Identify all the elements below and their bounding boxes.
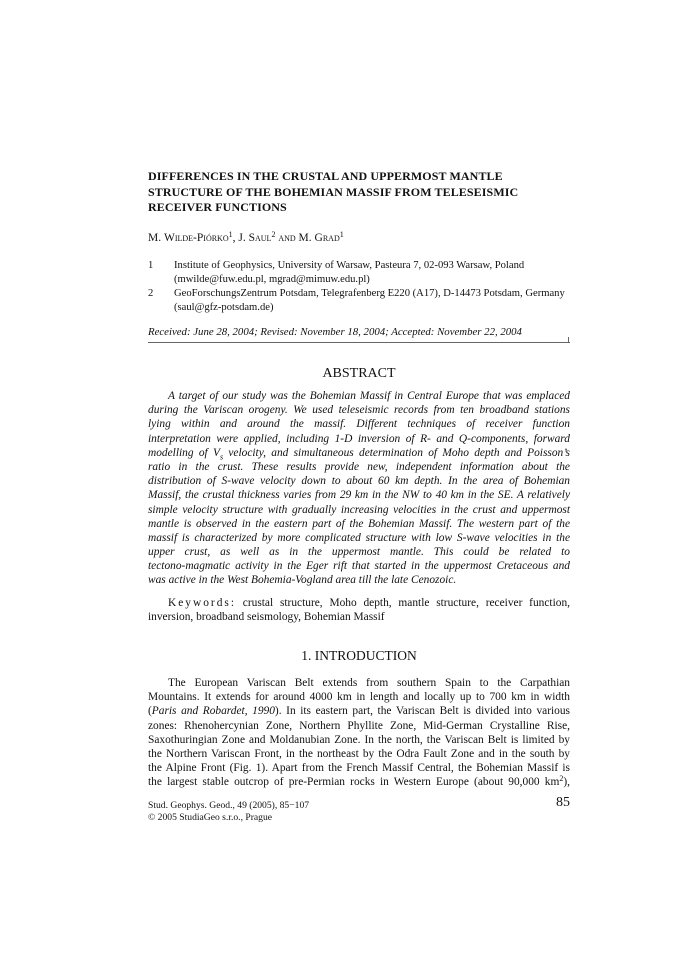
body-fragment: ), <box>563 776 570 789</box>
affiliation-text <box>174 259 584 287</box>
affiliation-line: Institute of Geophysics, University of Warsaw, Pasteura 7, 02-093 Warsaw, Poland <box>174 260 525 271</box>
journal-citation: Stud. Geophys. Geod., 49 (2005), 85−107 <box>148 800 310 811</box>
body-fragment: ( <box>148 705 152 718</box>
header-rule-tick <box>568 337 569 342</box>
abstract-line: distribution of S-wave velocity down to about 60 km depth. In the area of Bohemian <box>148 475 570 488</box>
received-dates: Received: June 28, 2004; Revised: November 18, 2004; Accepted: November 22, 2004 <box>148 326 522 338</box>
affiliation-text <box>174 287 584 315</box>
abstract-text <box>148 389 570 588</box>
header-rule <box>148 342 570 343</box>
abstract-line: ratio in the crust. These results provide new, independent information about the <box>148 460 570 473</box>
keywords-line <box>148 596 570 610</box>
abstract-line: lying within and around the massif. Different techniques of receiver function <box>148 418 570 431</box>
affiliation-mark: 2 <box>271 230 276 239</box>
body-line: the Northern Variscan Front, in the northeast by the Odra Fault Zone and in the south by <box>148 747 570 760</box>
abstract-line: Massif, the crustal thickness varies from 29 km in the NW to 40 km in the SE. A relatively <box>148 489 570 502</box>
body-line: zones: Rhenohercynian Zone, Northern Phyllite Zone, Mid-German Crystalline Rise, <box>148 719 570 732</box>
subscript-s: s <box>219 452 224 462</box>
author-initial: M. <box>298 232 315 244</box>
keywords <box>148 596 570 624</box>
abstract-line: tectono-magmatic activity in the Eger rift that started in the uppermost Cretaceous and <box>148 560 570 573</box>
author-separator: , J. <box>232 232 249 244</box>
abstract-line: during the Variscan orogeny. We used teleseismic records from ten broadband stations <box>148 404 570 417</box>
citation: Paris and Robardet, 1990 <box>151 705 275 718</box>
affiliation-number: 2 <box>148 288 154 299</box>
affiliation-email: (saul@gfz-potsdam.de) <box>174 302 274 313</box>
page-number: 85 <box>556 795 570 810</box>
abstract-heading: ABSTRACT <box>322 366 396 381</box>
body-line: Saxothuringian Zone and Moldanubian Zone. In the north, the Variscan Belt is limited by <box>148 733 570 746</box>
author-name: Wilde-Piórko <box>163 232 229 244</box>
body-fragment: the largest stable outcrop of pre-Permian rocks in Western Europe (about 90,000 km <box>148 776 560 789</box>
abstract-fragment: velocity, and simultaneous determination of Moho depth and Poisson’s <box>223 446 570 459</box>
copyright: © 2005 StudiaGeo s.r.o., Prague <box>148 812 273 823</box>
title-line: DIFFERENCES IN THE CRUSTAL AND UPPERMOST MANTLE <box>148 169 503 183</box>
abstract-line: simple velocity structure with gradually increasing velocities in the crust and uppermost <box>148 503 570 516</box>
author-name: Grad <box>314 232 340 244</box>
affiliation-mark: 1 <box>228 230 233 239</box>
affiliation-number: 1 <box>148 260 154 271</box>
affiliation-mark: 1 <box>339 230 344 239</box>
affiliation-line: GeoForschungsZentrum Potsdam, Telegrafenberg E220 (A17), D-14473 Potsdam, Germany <box>174 288 565 299</box>
body-line <box>148 775 570 789</box>
author-conjunction: and <box>275 232 299 244</box>
abstract-line: upper crust, as well as in the uppermost mantle. This could be related to <box>148 546 570 559</box>
author-list <box>148 230 344 244</box>
affiliation-email: (mwilde@fuw.edu.pl, mgrad@mimuw.edu.pl) <box>174 274 370 285</box>
author-name: Saul <box>248 232 272 244</box>
author-initial: M. <box>148 232 164 244</box>
abstract-line: massif is characterized by more complicated structure with low S-wave velocities in the <box>148 531 570 544</box>
keywords-label: Keywords: <box>168 597 236 609</box>
body-fragment: ). In its eastern part, the Variscan Belt is divided into various <box>274 705 570 718</box>
abstract-line: interpretation were applied, including 1-D inversion of R- and Q-components, forward <box>148 432 570 445</box>
abstract-fragment: modelling of V <box>148 446 220 459</box>
article-title <box>148 169 548 216</box>
superscript: 2 <box>559 774 564 784</box>
introduction-text <box>148 676 570 790</box>
keywords-text: crustal structure, Moho depth, mantle structure, receiver function, <box>235 597 570 609</box>
title-line: RECEIVER FUNCTIONS <box>148 200 287 214</box>
section-heading: 1. INTRODUCTION <box>301 648 417 663</box>
page-footer <box>148 800 309 824</box>
body-line <box>148 704 570 718</box>
title-line: STRUCTURE OF THE BOHEMIAN MASSIF FROM TELESEISMIC <box>148 184 519 199</box>
keywords-line: inversion, broadband seismology, Bohemian Massif <box>148 611 385 624</box>
abstract-line: was active in the West Bohemia-Vogland area till the late Cenozoic. <box>148 574 457 587</box>
body-line: the Alpine Front (Fig. 1). Apart from the French Massif Central, the Bohemian Massif is <box>148 762 570 775</box>
body-line: Mountains. It extends for around 4000 km in length and locally up to 700 km in width <box>148 691 570 704</box>
body-line: The European Variscan Belt extends from southern Spain to the Carpathian <box>168 677 570 689</box>
abstract-line: A target of our study was the Bohemian Massif in Central Europe that was emplaced <box>168 390 570 402</box>
abstract-line <box>148 446 570 460</box>
abstract-line: mantle is observed in the eastern part of the Bohemian Massif. The western part of the <box>148 517 570 530</box>
